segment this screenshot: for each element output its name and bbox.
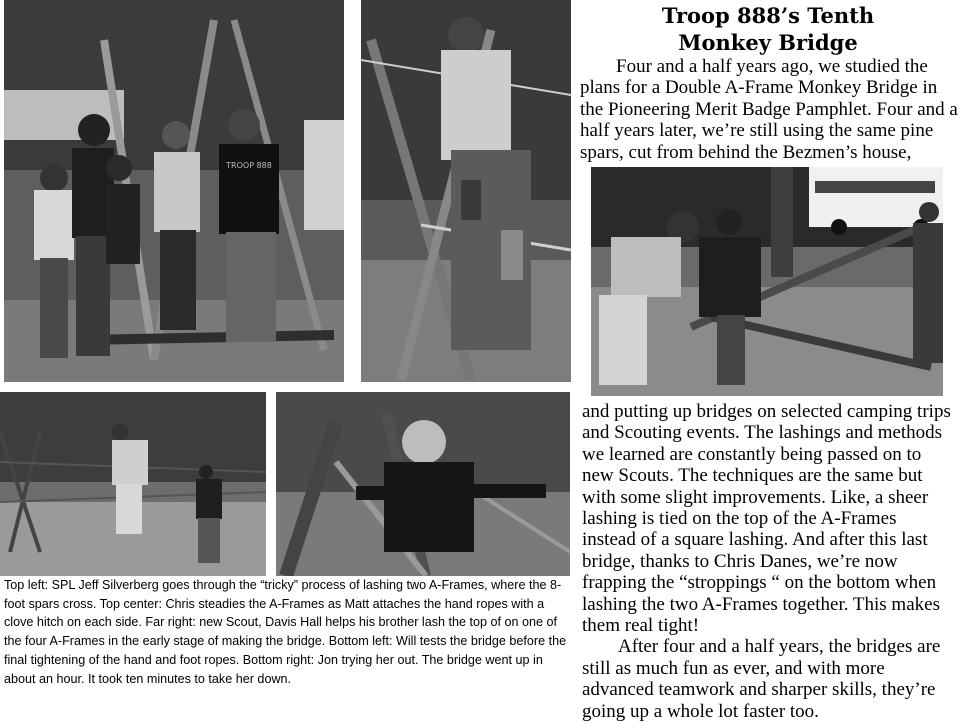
photo-bottom-left-will-testing xyxy=(0,392,266,576)
photo-far-right-davis-lashing xyxy=(591,167,943,396)
photo-bottom-right-jon xyxy=(276,392,570,576)
shirt-lettering: TROOP 888 xyxy=(226,161,272,170)
article-paragraph-3: After four and a half years, the bridges are still as much fun as ever, and with more advanced teamwork and sharper skills, they’re going up a whole lot faster too. xyxy=(582,636,941,722)
article-paragraph-1: Four and a half years ago, we studied the plans for a Double A-Frame Monkey Bridge in the Pioneering Merit Badge Pamphlet. Four and a half years later, we’re still using the same pine spars, cut from behind the Bezmen’s house, xyxy=(580,56,958,163)
photo-caption: Top left: SPL Jeff Silverberg goes through the “tricky” process of lashing two A-Frames, where the 8-foot spars cross. Top center: Chris steadies the A-Frames as Matt attaches the hand ropes with a clove hitch on each side. Far right: new Scout, Davis Hall helps his brother lash the top of on one of the four A-Frames in the early stage of making the bridge. Bottom left: Will tests the bridge before the final tightening of the hand and foot ropes. Bottom right: Jon trying her out. The bridge went up in about an hour. It took ten minutes to take her down. xyxy=(4,578,567,686)
article-title-line-2: Monkey Bridge xyxy=(678,30,858,55)
article-title-line-1: Troop 888’s Tenth xyxy=(661,3,875,28)
photo-top-left-lashing xyxy=(4,0,344,382)
photo-top-center-hand-ropes xyxy=(361,0,571,382)
article-intro-text xyxy=(580,56,958,163)
article-paragraph-2: and putting up bridges on selected camping trips and Scouting events. The lashings and methods we learned are constantly being passed on to new Scouts. The techniques are the same but with some slight improvements. Like, a sheer lashing is tied on the top of the A-Frames instead of a square lashing. And after this last bridge, thanks to Chris Danes, we’re now frapping the “stroppings “ on the bottom when lashing the two A-Frames together. This makes them real tight! xyxy=(582,401,951,637)
article-title xyxy=(578,2,958,56)
article-continued-text xyxy=(582,401,952,722)
